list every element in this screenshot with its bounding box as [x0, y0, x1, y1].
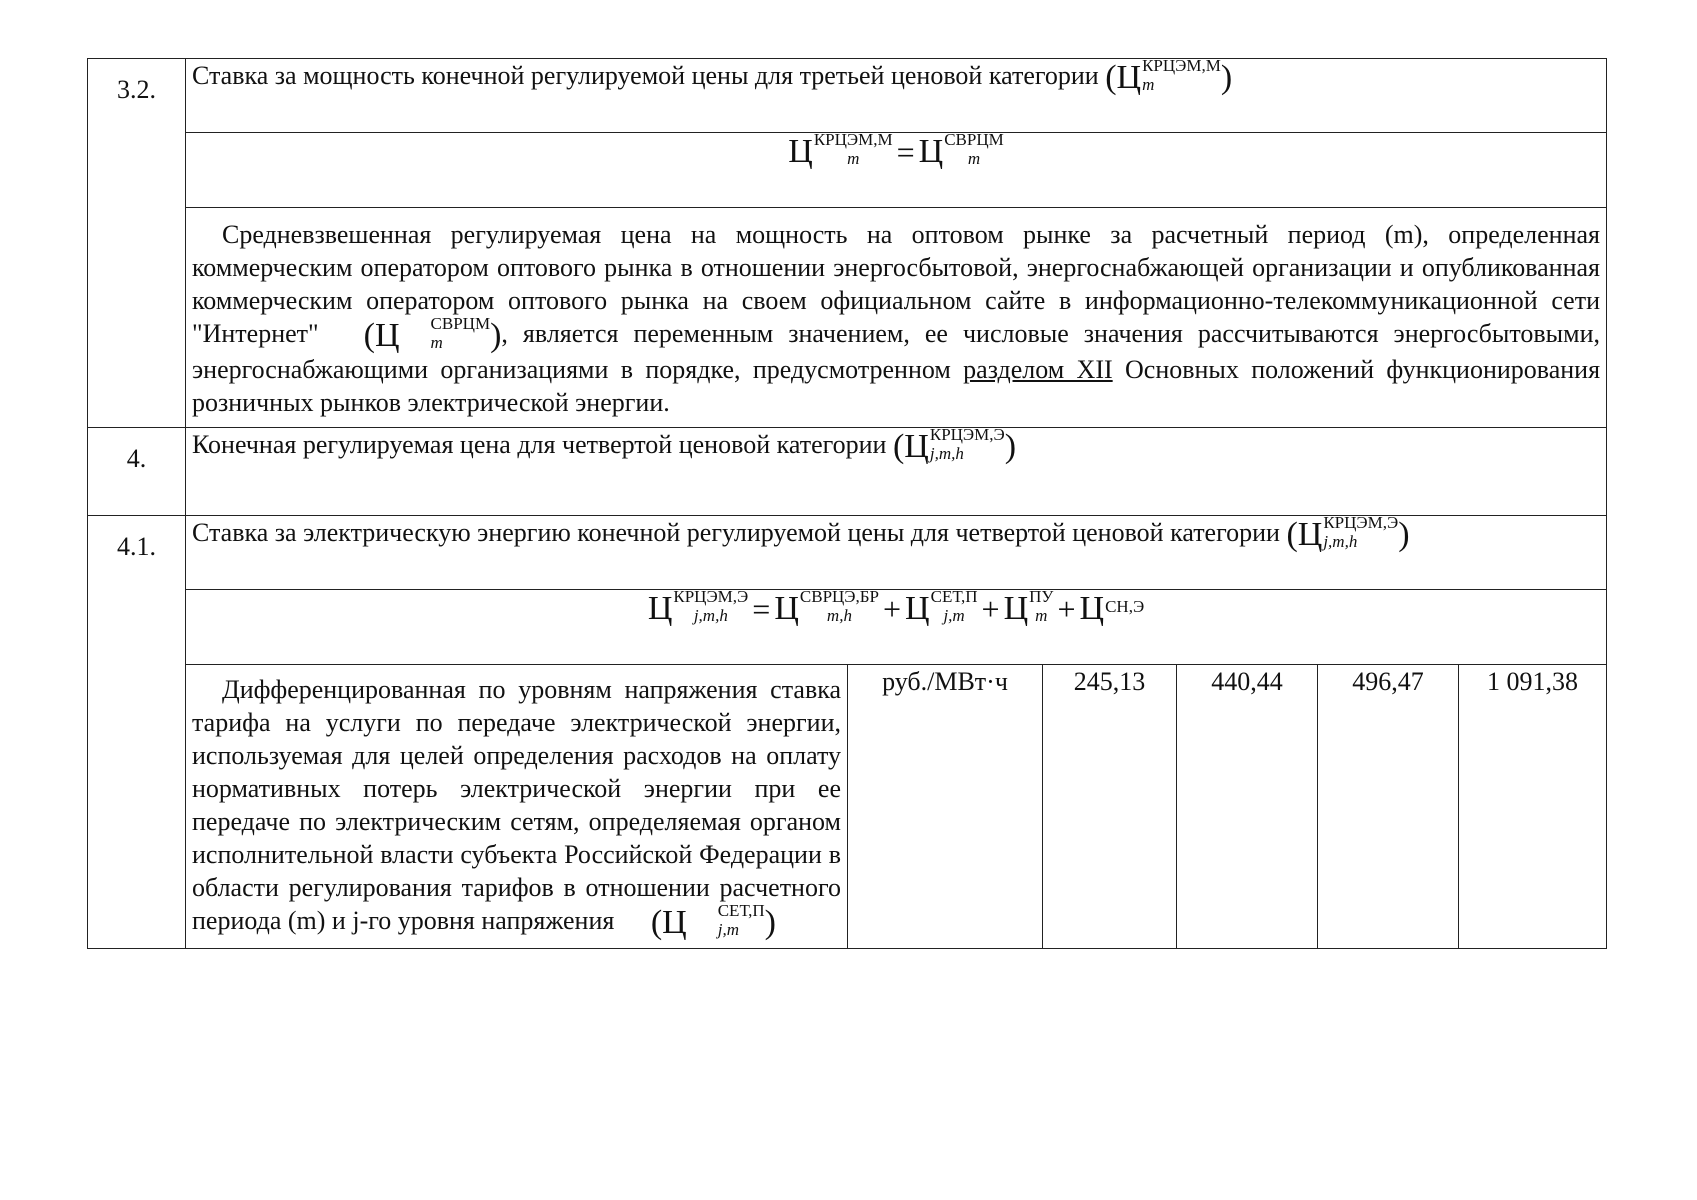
value-cell-2: 440,44	[1177, 665, 1318, 949]
section-link[interactable]: разделом XII	[963, 355, 1113, 385]
description-symbol: (Ц СВРЦМ m )	[363, 314, 502, 355]
title-symbol: (Ц КРЦЭМ,Э j,m,h )	[1286, 513, 1410, 554]
sub-rate-symbol: (Ц СЕТ,П j,m )	[650, 901, 776, 942]
row-title-text: Ставка за электрическую энергию конечной регулируемой цены для четвертой ценовой категории	[192, 518, 1280, 548]
row-title-4-1	[186, 513, 1607, 590]
formula-3-2	[186, 130, 1607, 208]
value-cell-3: 496,47	[1318, 665, 1459, 949]
row-number-3-2: 3.2.	[88, 59, 186, 428]
description-text: , является переменным значением, ее числовые значения рассчитываются энергосбытовыми, энергоснабжающими организациями в порядке, предусмотренном	[192, 319, 1601, 385]
row-title-text: Конечная регулируемая цена для четвертой ценовой категории	[192, 430, 887, 460]
formula-expression: Ц КРЦЭМ,М m = Ц СВРЦМ m	[788, 130, 1004, 171]
sub-rate-text: Дифференцированная по уровням напряжения ставка тарифа на услуги по передаче электрической энергии, используемая для целей определения расходов на оплату нормативных потерь электрической энергии при ее передаче по электрическим сетям, определяемая органом исполнительной власти субъекта Российской Федерации в области регулирования тарифов в отношении расчетного периода (m) и j-го уровня напряжения	[192, 675, 841, 936]
value-cell-4: 1 091,38	[1459, 665, 1607, 949]
description-text: Средневзвешенная регулируемая цена на мощность на оптовом рынке за расчетный период (m), определенная коммерческим оператором оптового рынка в отношении энергосбытовой, энергоснабжающей организации и опубликованная коммерческим оператором оптового рынка на своем официальном сайте в информационно-телекоммуникационной сети "Интернет"	[192, 220, 1601, 348]
unit-cell: руб./МВт·ч	[848, 665, 1043, 949]
row-title-4	[186, 425, 1607, 516]
description-text: Основных положений функционирования розничных рынков электрической энергии.	[192, 355, 1601, 418]
description-3-2	[186, 208, 1607, 428]
formula-expression: Ц КРЦЭМ,Э j,m,h = Ц СВРЦЭ,БР m,h + Ц СЕТ,П j,m + Ц ПУ m + Ц СН,Э	[647, 587, 1145, 628]
row-title-text: Ставка за мощность конечной регулируемой цены для третьей ценовой категории	[192, 61, 1099, 90]
row-title-3-2	[186, 56, 1607, 133]
tariff-table	[87, 58, 1607, 949]
row-number-4: 4.	[88, 428, 186, 516]
title-symbol: (Ц КРЦЭМ,М m )	[1105, 56, 1233, 97]
row-number-4-1: 4.1.	[88, 516, 186, 949]
title-symbol: (Ц КРЦЭМ,Э j,m,h )	[892, 425, 1017, 466]
sub-rate-description	[186, 665, 848, 949]
formula-4-1	[186, 587, 1607, 665]
value-cell-1: 245,13	[1043, 665, 1177, 949]
